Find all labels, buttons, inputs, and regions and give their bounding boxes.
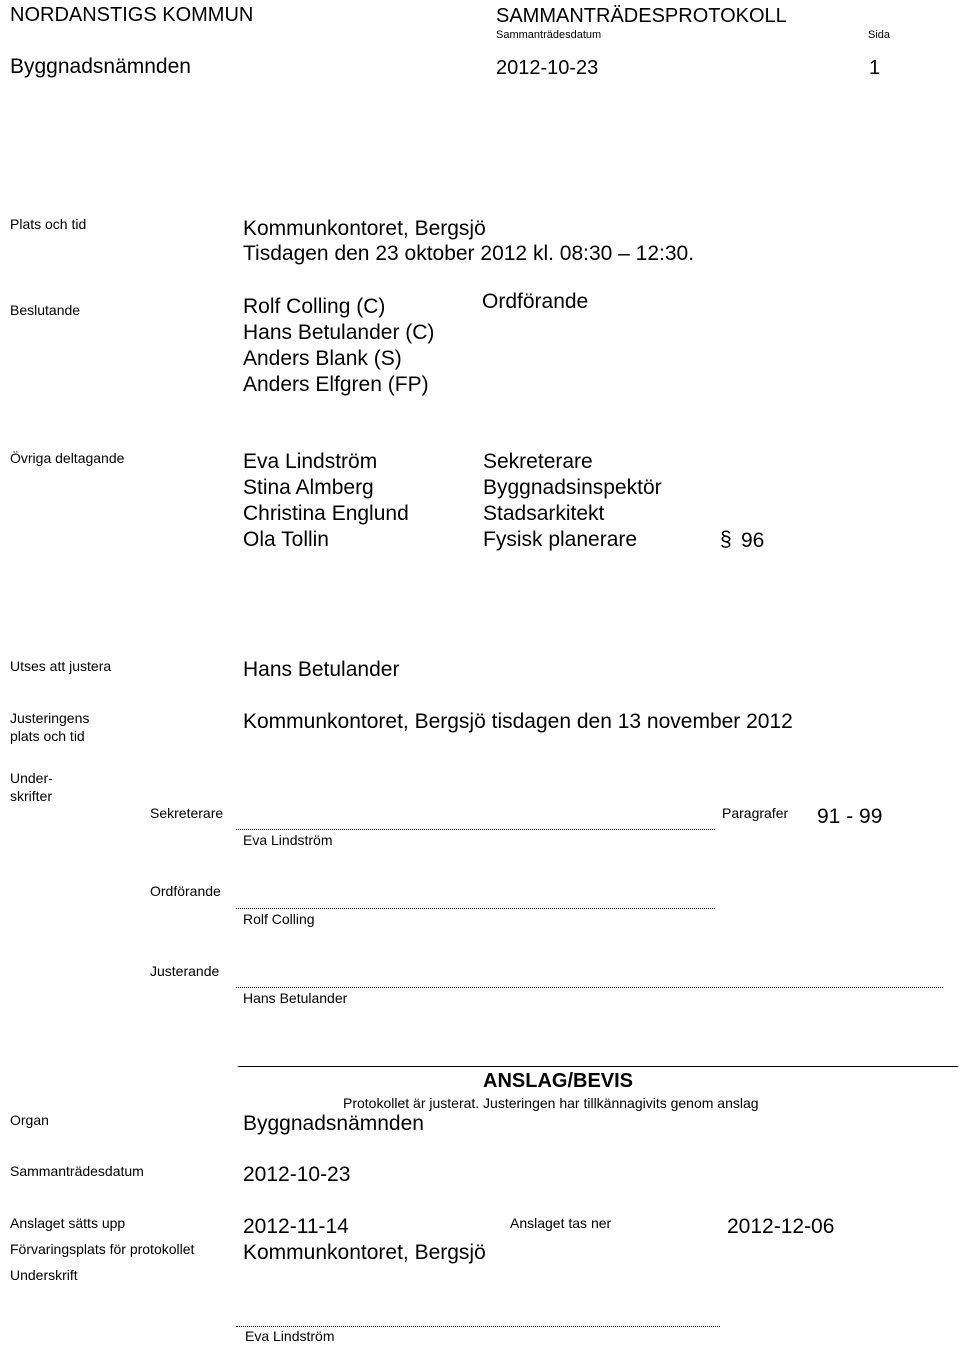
participant-name: Stina Almberg [243, 476, 374, 499]
participant-name: Christina Englund [243, 502, 409, 525]
municipality-name: NORDANSTIGS KOMMUN [10, 4, 254, 26]
adjust-place-label-line1: Justeringens [10, 710, 90, 726]
removed-label: Anslaget tas ner [510, 1215, 612, 1231]
notice-divider [238, 1066, 958, 1067]
participant-name: Eva Lindström [243, 450, 378, 473]
posted-label: Anslaget sätts upp [10, 1215, 126, 1231]
board-name: Byggnadsnämnden [10, 55, 191, 78]
meeting-place: Kommunkontoret, Bergsjö [243, 217, 486, 240]
removed-date: 2012-12-06 [727, 1215, 835, 1238]
meeting-date-value: 2012-10-23 [243, 1163, 351, 1186]
chair-signature-line [236, 908, 715, 909]
signatures-label-line1: Under- [10, 770, 53, 786]
paragraphs-range: 91 - 99 [817, 805, 883, 828]
participant-name: Ola Tollin [243, 528, 329, 551]
participant-names [243, 449, 409, 553]
adjuster-signature-line [236, 987, 943, 988]
document-type: SAMMANTRÄDESPROTOKOLL [496, 5, 787, 27]
adjust-place-label [10, 709, 89, 745]
meeting-date-label: Sammanträdesdatum [10, 1163, 144, 1179]
adjust-place-label-line2: plats och tid [10, 728, 85, 744]
paragraphs-label: Paragrafer [722, 805, 789, 821]
chair-name: Rolf Colling [243, 911, 315, 927]
place-time-label: Plats och tid [10, 216, 87, 232]
header-date-label: Sammanträdesdatum [496, 29, 602, 41]
member-name: Anders Elfgren (FP) [243, 373, 429, 396]
secretary-name: Eva Lindström [243, 832, 333, 848]
secretary-signature-line [236, 829, 715, 830]
header-date: 2012-10-23 [496, 57, 599, 79]
signatures-label-line2: skrifter [10, 788, 52, 804]
signature-label: Underskrift [10, 1267, 78, 1283]
section-number: 96 [741, 529, 765, 552]
chair-label: Ordförande [150, 883, 221, 899]
storage-label: Förvaringsplats för protokollet [10, 1241, 195, 1257]
storage-place: Kommunkontoret, Bergsjö [243, 1241, 486, 1264]
organ-value: Byggnadsnämnden [243, 1112, 424, 1135]
participant-roles [483, 449, 662, 553]
notice-statement: Protokollet är justerat. Justeringen har tillkännagivits genom anslag [343, 1095, 759, 1111]
member-name: Anders Blank (S) [243, 347, 402, 370]
header-page-number: 1 [869, 57, 881, 79]
section-symbol: § [720, 528, 732, 551]
member-name: Rolf Colling (C) [243, 295, 386, 318]
notice-signature-name: Eva Lindström [245, 1328, 335, 1344]
chair-role: Ordförande [482, 290, 589, 313]
meeting-time: Tisdagen den 23 oktober 2012 kl. 08:30 – 12:30. [243, 242, 695, 265]
posted-date: 2012-11-14 [243, 1215, 349, 1238]
member-name: Hans Betulander (C) [243, 321, 435, 344]
participant-role: Byggnadsinspektör [483, 476, 662, 499]
adjuster-sign-label: Justerande [150, 963, 220, 979]
other-participants-label: Övriga deltagande [10, 450, 125, 466]
decision-makers-list [243, 294, 434, 398]
adjust-place-time: Kommunkontoret, Bergsjö tisdagen den 13 november 2012 [243, 710, 793, 733]
adjuster-label: Utses att justera [10, 658, 112, 674]
secretary-label: Sekreterare [150, 805, 224, 821]
notice-title: ANSLAG/BEVIS [483, 1070, 634, 1092]
participant-role: Fysisk planerare [483, 528, 638, 551]
signatures-label [10, 769, 53, 805]
participant-role: Stadsarkitekt [483, 502, 605, 525]
header-page-label: Sida [868, 29, 891, 41]
participant-role: Sekreterare [483, 450, 593, 473]
adjuster-sign-name: Hans Betulander [243, 990, 348, 1006]
decision-makers-label: Beslutande [10, 302, 81, 318]
organ-label: Organ [10, 1112, 49, 1128]
adjuster-name: Hans Betulander [243, 658, 400, 681]
